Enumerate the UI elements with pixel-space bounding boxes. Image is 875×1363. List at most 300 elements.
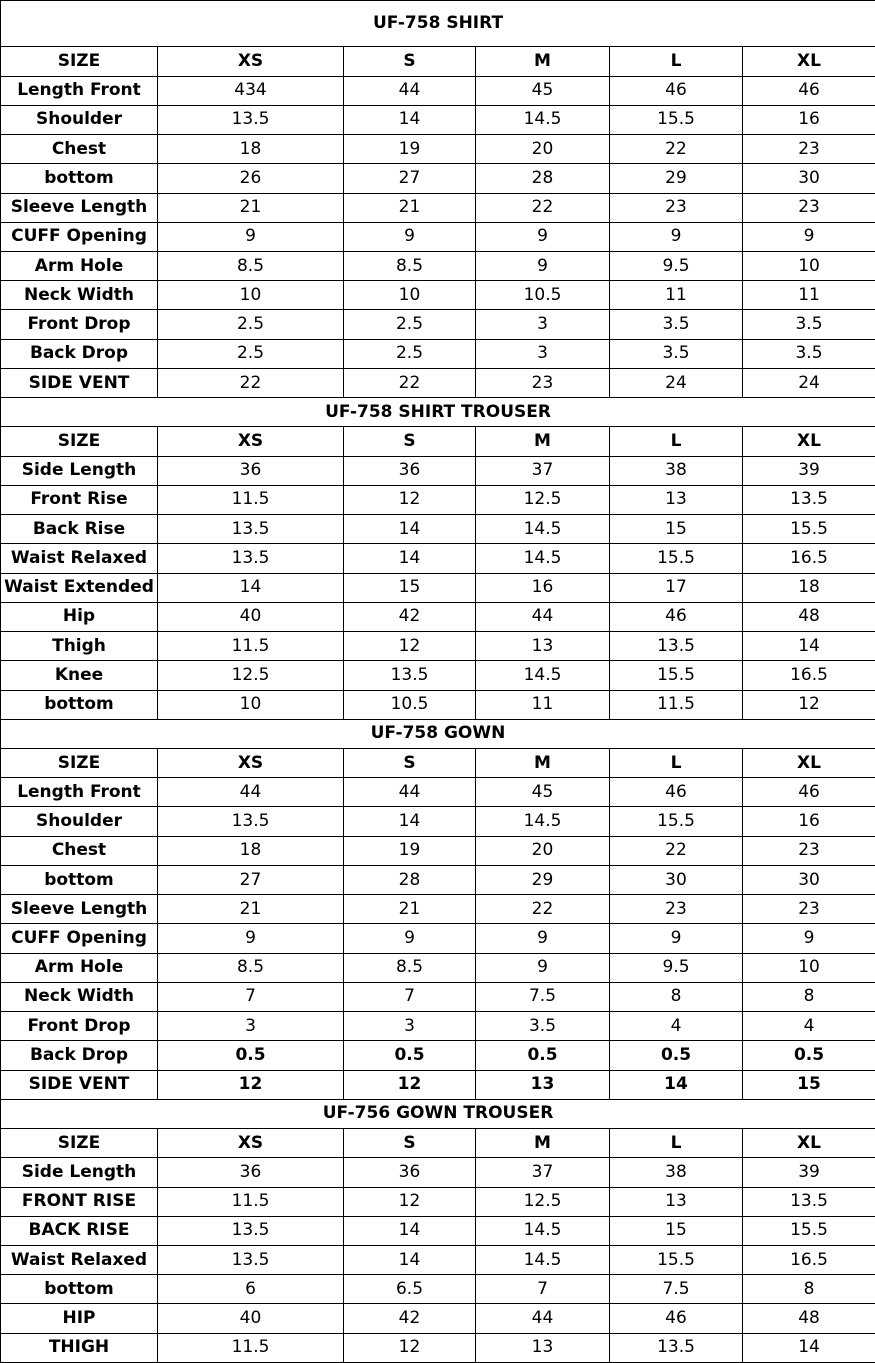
measurement-value: 23 [476,368,610,397]
size-header-label: SIZE [1,748,158,777]
measurement-value: 23 [610,193,743,222]
measurement-value: 9 [476,953,610,982]
measurement-value: 12.5 [476,485,610,514]
measurement-value: 12.5 [158,661,344,690]
size-header-row [1,748,875,777]
measurement-value: 13.5 [158,515,344,544]
measurement-row [1,924,875,953]
measurement-value: 13.5 [158,544,344,573]
measurement-value: 28 [344,865,476,894]
measurement-label: Length Front [1,76,158,105]
measurement-value: 15.5 [610,661,743,690]
measurement-value: 0.5 [743,1041,875,1070]
measurement-value: 13.5 [743,485,875,514]
measurement-value: 44 [476,1304,610,1333]
measurement-value: 24 [610,368,743,397]
measurement-value: 38 [610,456,743,485]
measurement-value: 9 [344,222,476,251]
measurement-label: THIGH [1,1333,158,1362]
size-header-cell: S [344,427,476,456]
measurement-value: 30 [743,865,875,894]
measurement-row [1,1187,875,1216]
measurement-value: 10 [743,252,875,281]
measurement-label: bottom [1,690,158,719]
measurement-value: 14 [344,807,476,836]
measurement-label: Waist Extended [1,573,158,602]
measurement-value: 11.5 [158,1187,344,1216]
measurement-value: 10 [158,690,344,719]
measurement-value: 12 [344,1070,476,1099]
measurement-value: 37 [476,456,610,485]
size-header-cell: XS [158,1129,344,1158]
measurement-row [1,602,875,631]
measurement-value: 9 [476,222,610,251]
measurement-value: 8.5 [158,953,344,982]
measurement-value: 24 [743,368,875,397]
measurement-value: 10.5 [344,690,476,719]
measurement-value: 19 [344,135,476,164]
measurement-value: 9 [743,924,875,953]
size-header-cell: S [344,47,476,76]
measurement-value: 30 [743,164,875,193]
measurement-value: 42 [344,602,476,631]
measurement-row [1,1245,875,1274]
measurement-row [1,1333,875,1362]
measurement-row [1,807,875,836]
size-header-cell: L [610,427,743,456]
measurement-label: Waist Relaxed [1,1245,158,1274]
measurement-value: 14 [344,544,476,573]
measurement-row [1,135,875,164]
size-header-row [1,47,875,76]
measurement-value: 3.5 [610,310,743,339]
measurement-value: 29 [476,865,610,894]
measurement-value: 48 [743,602,875,631]
measurement-value: 44 [158,778,344,807]
section-title-row [1,719,875,748]
measurement-label: CUFF Opening [1,924,158,953]
measurement-value: 14.5 [476,1245,610,1274]
measurement-value: 28 [476,164,610,193]
measurement-value: 15.5 [610,807,743,836]
measurement-value: 2.5 [344,310,476,339]
measurement-value: 3 [158,1012,344,1041]
measurement-value: 22 [344,368,476,397]
measurement-row [1,632,875,661]
size-chart-body [1,1,875,1363]
measurement-row [1,661,875,690]
measurement-value: 16 [476,573,610,602]
measurement-value: 36 [158,1158,344,1187]
measurement-value: 13.5 [158,807,344,836]
measurement-row [1,865,875,894]
measurement-value: 9 [476,252,610,281]
measurement-value: 21 [344,895,476,924]
measurement-value: 14 [610,1070,743,1099]
measurement-value: 27 [158,865,344,894]
measurement-value: 3.5 [743,310,875,339]
measurement-value: 0.5 [476,1041,610,1070]
measurement-value: 44 [476,602,610,631]
measurement-row [1,164,875,193]
measurement-value: 7 [158,982,344,1011]
measurement-value: 14.5 [476,1216,610,1245]
measurement-value: 42 [344,1304,476,1333]
measurement-row [1,76,875,105]
size-header-cell: XS [158,47,344,76]
measurement-row [1,1216,875,1245]
measurement-value: 20 [476,836,610,865]
measurement-value: 16 [743,105,875,134]
measurement-value: 18 [158,135,344,164]
measurement-value: 2.5 [158,339,344,368]
size-header-cell: XS [158,427,344,456]
measurement-value: 8.5 [158,252,344,281]
measurement-value: 13.5 [158,1245,344,1274]
measurement-label: BACK RISE [1,1216,158,1245]
measurement-row [1,895,875,924]
measurement-value: 9 [476,924,610,953]
measurement-value: 21 [158,895,344,924]
measurement-value: 19 [344,836,476,865]
size-header-cell: M [476,427,610,456]
section-title-row [1,398,875,427]
measurement-label: SIDE VENT [1,368,158,397]
measurement-value: 11.5 [158,632,344,661]
measurement-label: Arm Hole [1,252,158,281]
measurement-value: 13 [476,1333,610,1362]
measurement-row [1,310,875,339]
measurement-row [1,836,875,865]
measurement-value: 15.5 [610,105,743,134]
measurement-value: 14 [743,632,875,661]
measurement-label: Front Drop [1,1012,158,1041]
measurement-value: 14 [344,105,476,134]
measurement-value: 14.5 [476,807,610,836]
size-header-label: SIZE [1,47,158,76]
measurement-value: 16.5 [743,544,875,573]
measurement-value: 15.5 [743,1216,875,1245]
measurement-row [1,485,875,514]
measurement-value: 14.5 [476,544,610,573]
measurement-value: 3.5 [610,339,743,368]
measurement-value: 23 [610,895,743,924]
measurement-value: 36 [158,456,344,485]
measurement-value: 23 [743,895,875,924]
measurement-label: Length Front [1,778,158,807]
size-header-cell: M [476,47,610,76]
measurement-value: 46 [743,76,875,105]
measurement-value: 45 [476,778,610,807]
measurement-row [1,1012,875,1041]
measurement-value: 13.5 [158,105,344,134]
measurement-value: 14.5 [476,105,610,134]
section-title-row [1,1,875,47]
measurement-value: 12 [344,1187,476,1216]
measurement-value: 9 [743,222,875,251]
measurement-label: Back Drop [1,339,158,368]
measurement-label: Chest [1,135,158,164]
size-header-cell: S [344,1129,476,1158]
measurement-row [1,778,875,807]
measurement-value: 12 [344,632,476,661]
measurement-value: 40 [158,602,344,631]
measurement-value: 40 [158,1304,344,1333]
size-header-cell: XL [743,427,875,456]
measurement-value: 23 [743,193,875,222]
measurement-value: 15 [743,1070,875,1099]
measurement-label: bottom [1,1275,158,1304]
measurement-label: Front Drop [1,310,158,339]
measurement-value: 27 [344,164,476,193]
measurement-value: 7.5 [610,1275,743,1304]
measurement-label: Back Rise [1,515,158,544]
measurement-value: 46 [610,76,743,105]
measurement-value: 45 [476,76,610,105]
measurement-label: Neck Width [1,281,158,310]
measurement-value: 14.5 [476,661,610,690]
measurement-value: 3 [344,1012,476,1041]
measurement-value: 38 [610,1158,743,1187]
measurement-value: 14 [344,515,476,544]
measurement-value: 20 [476,135,610,164]
measurement-value: 4 [743,1012,875,1041]
measurement-label: Hip [1,602,158,631]
measurement-value: 2.5 [158,310,344,339]
measurement-value: 15.5 [743,515,875,544]
measurement-value: 10 [743,953,875,982]
measurement-value: 7 [344,982,476,1011]
measurement-row [1,193,875,222]
measurement-value: 22 [610,836,743,865]
measurement-value: 13 [610,1187,743,1216]
measurement-row [1,252,875,281]
measurement-label: HIP [1,1304,158,1333]
size-header-cell: L [610,47,743,76]
measurement-row [1,953,875,982]
measurement-value: 8 [610,982,743,1011]
measurement-value: 6 [158,1275,344,1304]
size-header-cell: XS [158,748,344,777]
measurement-value: 8.5 [344,252,476,281]
measurement-value: 15 [610,1216,743,1245]
size-header-label: SIZE [1,1129,158,1158]
measurement-value: 48 [743,1304,875,1333]
measurement-value: 29 [610,164,743,193]
measurement-label: bottom [1,164,158,193]
measurement-value: 9.5 [610,252,743,281]
measurement-value: 3 [476,339,610,368]
measurement-value: 3.5 [743,339,875,368]
measurement-row [1,544,875,573]
measurement-label: CUFF Opening [1,222,158,251]
measurement-value: 12 [344,485,476,514]
measurement-value: 16.5 [743,661,875,690]
measurement-value: 7.5 [476,982,610,1011]
measurement-value: 46 [610,1304,743,1333]
measurement-value: 15.5 [610,544,743,573]
measurement-label: Neck Width [1,982,158,1011]
measurement-value: 30 [610,865,743,894]
measurement-value: 46 [610,778,743,807]
measurement-value: 8 [743,1275,875,1304]
measurement-value: 3.5 [476,1012,610,1041]
measurement-row [1,690,875,719]
measurement-value: 15 [610,515,743,544]
section-title: UF-758 SHIRT TROUSER [1,398,875,427]
measurement-value: 9 [610,222,743,251]
measurement-value: 2.5 [344,339,476,368]
measurement-value: 36 [344,456,476,485]
measurement-row [1,222,875,251]
measurement-value: 18 [158,836,344,865]
size-header-cell: S [344,748,476,777]
measurement-label: Waist Relaxed [1,544,158,573]
size-header-row [1,1129,875,1158]
measurement-value: 11.5 [158,485,344,514]
measurement-row [1,281,875,310]
section-title: UF-758 GOWN [1,719,875,748]
measurement-value: 46 [610,602,743,631]
measurement-row [1,1070,875,1099]
measurement-value: 13.5 [610,1333,743,1362]
size-header-cell: M [476,748,610,777]
measurement-value: 12 [158,1070,344,1099]
measurement-label: Side Length [1,456,158,485]
measurement-value: 13 [476,1070,610,1099]
measurement-label: Knee [1,661,158,690]
size-header-cell: M [476,1129,610,1158]
measurement-value: 14.5 [476,515,610,544]
measurement-value: 4 [610,1012,743,1041]
measurement-value: 11.5 [158,1333,344,1362]
measurement-value: 0.5 [610,1041,743,1070]
measurement-value: 44 [344,778,476,807]
measurement-value: 18 [743,573,875,602]
measurement-value: 11 [610,281,743,310]
measurement-label: FRONT RISE [1,1187,158,1216]
measurement-value: 13 [610,485,743,514]
size-header-cell: L [610,748,743,777]
measurement-value: 13.5 [158,1216,344,1245]
measurement-value: 7 [476,1275,610,1304]
measurement-value: 15 [344,573,476,602]
measurement-label: Back Drop [1,1041,158,1070]
measurement-value: 14 [344,1216,476,1245]
size-header-row [1,427,875,456]
measurement-value: 22 [476,895,610,924]
measurement-value: 16.5 [743,1245,875,1274]
measurement-value: 39 [743,456,875,485]
measurement-value: 9 [158,222,344,251]
measurement-row [1,1158,875,1187]
measurement-value: 13.5 [344,661,476,690]
measurement-row [1,1304,875,1333]
size-header-label: SIZE [1,427,158,456]
measurement-value: 44 [344,76,476,105]
measurement-value: 23 [743,836,875,865]
size-header-cell: L [610,1129,743,1158]
measurement-value: 10 [344,281,476,310]
measurement-value: 11 [743,281,875,310]
measurement-value: 22 [610,135,743,164]
measurement-value: 9 [158,924,344,953]
section-title: UF-756 GOWN TROUSER [1,1099,875,1128]
measurement-row [1,1041,875,1070]
measurement-value: 10 [158,281,344,310]
measurement-value: 13.5 [610,632,743,661]
measurement-value: 22 [158,368,344,397]
measurement-value: 14 [158,573,344,602]
measurement-row [1,515,875,544]
measurement-value: 10.5 [476,281,610,310]
measurement-value: 13 [476,632,610,661]
measurement-value: 16 [743,807,875,836]
measurement-label: Sleeve Length [1,895,158,924]
measurement-value: 0.5 [344,1041,476,1070]
measurement-row [1,982,875,1011]
section-title: UF-758 SHIRT [1,1,875,47]
measurement-value: 23 [743,135,875,164]
measurement-row [1,1275,875,1304]
measurement-label: Chest [1,836,158,865]
measurement-value: 21 [158,193,344,222]
measurement-value: 8.5 [344,953,476,982]
measurement-value: 11 [476,690,610,719]
measurement-value: 17 [610,573,743,602]
size-header-cell: XL [743,1129,875,1158]
measurement-value: 15.5 [610,1245,743,1274]
measurement-value: 12 [743,690,875,719]
measurement-value: 13.5 [743,1187,875,1216]
measurement-value: 3 [476,310,610,339]
measurement-label: bottom [1,865,158,894]
measurement-value: 14 [743,1333,875,1362]
measurement-value: 21 [344,193,476,222]
measurement-value: 9.5 [610,953,743,982]
measurement-label: Shoulder [1,807,158,836]
measurement-row [1,339,875,368]
measurement-value: 26 [158,164,344,193]
measurement-value: 434 [158,76,344,105]
measurement-value: 12 [344,1333,476,1362]
measurement-value: 46 [743,778,875,807]
measurement-value: 9 [344,924,476,953]
measurement-value: 14 [344,1245,476,1274]
measurement-value: 11.5 [610,690,743,719]
measurement-label: Side Length [1,1158,158,1187]
measurement-value: 37 [476,1158,610,1187]
measurement-value: 39 [743,1158,875,1187]
measurement-label: Thigh [1,632,158,661]
size-header-cell: XL [743,748,875,777]
measurement-row [1,368,875,397]
measurement-label: Shoulder [1,105,158,134]
measurement-label: SIDE VENT [1,1070,158,1099]
measurement-row [1,105,875,134]
measurement-value: 0.5 [158,1041,344,1070]
measurement-value: 6.5 [344,1275,476,1304]
measurement-value: 12.5 [476,1187,610,1216]
measurement-value: 9 [610,924,743,953]
measurement-value: 22 [476,193,610,222]
measurement-label: Sleeve Length [1,193,158,222]
measurement-label: Arm Hole [1,953,158,982]
measurement-row [1,573,875,602]
size-header-cell: XL [743,47,875,76]
measurement-label: Front Rise [1,485,158,514]
measurement-row [1,456,875,485]
